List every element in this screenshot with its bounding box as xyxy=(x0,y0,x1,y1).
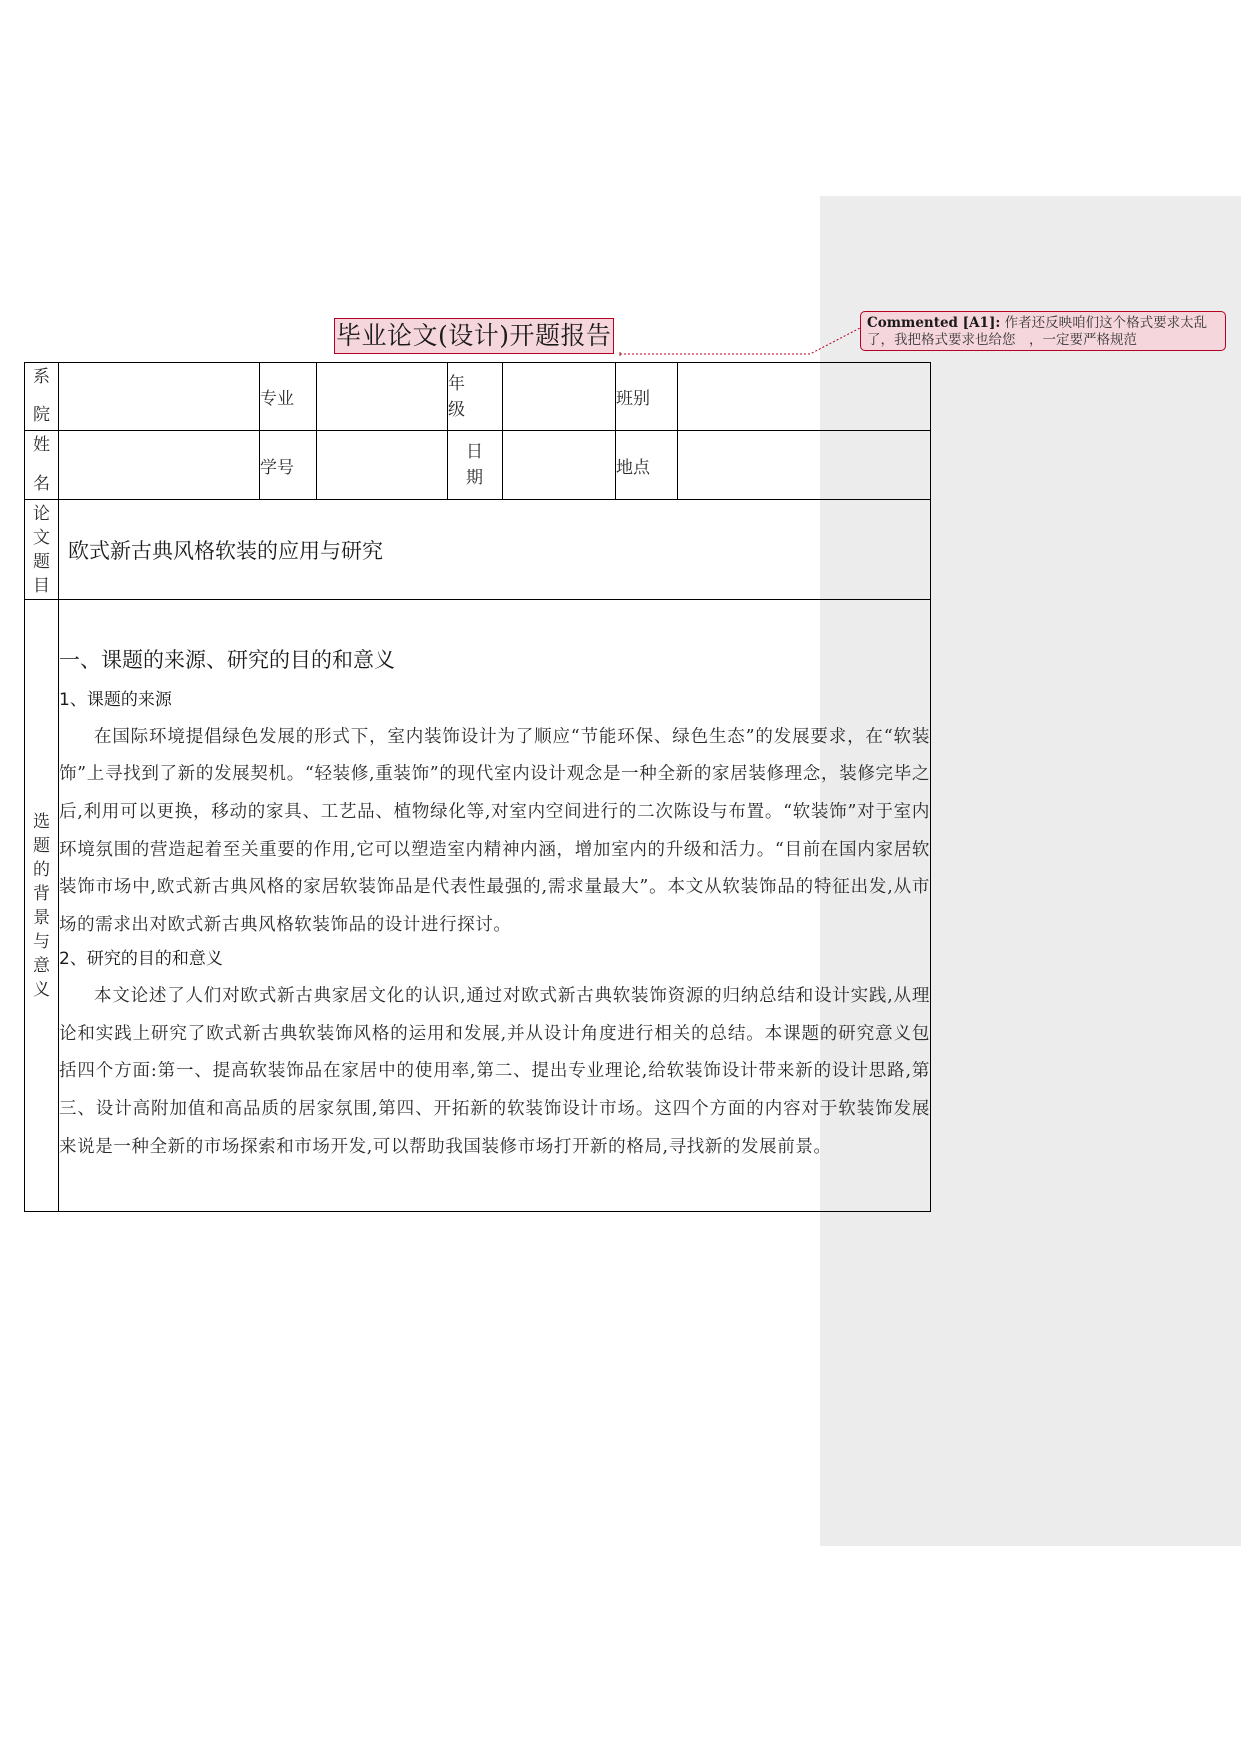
document-title[interactable]: 毕业论文(设计)开题报告 xyxy=(334,318,614,354)
section-heading: 一、课题的来源、研究的目的和意义 xyxy=(59,647,395,672)
student-id-label: 学号 xyxy=(260,431,317,500)
form-row-background xyxy=(25,600,931,1212)
purpose-paragraph: 本文论述了人们对欧式新古典家居文化的认识,通过对欧式新古典软装饰资源的归纳总结和设计实践,从理论和实践上研究了欧式新古典软装饰风格的运用和发展,并从设计角度进行相关的总结。本课题的研究意义包括四个方面:第一、提高软装饰品在家居中的使用率,第二、提出专业理论,给软装饰设计带来新的设计思路,第三、设计高附加值和高品质的居家氛围,第四、开拓新的软装饰设计市场。这四个方面的内容对于软装饰发展来说是一种全新的市场探索和市场开发,可以帮助我国装修市场打开新的格局,寻找新的发展前景。 xyxy=(59,986,930,1157)
comment-label: Commented [A1]: xyxy=(867,315,1001,331)
proposal-form-table xyxy=(24,362,931,1212)
comment-text: 作者还反映咱们这个格式要求太乱了，我把格式要求也给您 ，一定要严格规范 xyxy=(867,315,1208,348)
department-field[interactable] xyxy=(59,363,260,431)
class-field[interactable] xyxy=(678,363,931,431)
name-field[interactable] xyxy=(59,431,260,500)
background-label: 选 题 的 背 景 与 意 义 xyxy=(25,600,59,1212)
form-row-thesis xyxy=(25,500,931,600)
thesis-title-label: 论 文 题 目 xyxy=(25,500,59,600)
major-label: 专业 xyxy=(260,363,317,431)
class-label: 班别 xyxy=(616,363,678,431)
thesis-title-field[interactable] xyxy=(59,500,931,600)
major-field[interactable] xyxy=(317,363,448,431)
student-id-field[interactable] xyxy=(317,431,448,500)
location-field[interactable] xyxy=(678,431,931,500)
date-field[interactable] xyxy=(503,431,616,500)
form-row-department xyxy=(25,363,931,431)
comment-balloon[interactable] xyxy=(860,311,1226,351)
grade-label: 年 级 xyxy=(448,363,503,431)
subsection-heading-purpose: 2、研究的目的和意义 xyxy=(59,949,223,970)
date-label: 日 期 xyxy=(448,431,503,500)
subsection-heading-source: 1、课题的来源 xyxy=(59,689,172,710)
name-label: 姓 名 xyxy=(25,431,59,500)
form-row-name xyxy=(25,431,931,500)
department-label: 系 院 xyxy=(25,363,59,431)
background-content[interactable] xyxy=(59,600,931,1212)
grade-field[interactable] xyxy=(503,363,616,431)
location-label: 地点 xyxy=(616,431,678,500)
thesis-title-text: 欧式新古典风格软装的应用与研究 xyxy=(68,538,383,563)
source-paragraph: 在国际环境提倡绿色发展的形式下，室内装饰设计为了顺应“节能环保、绿色生态”的发展要求，在“软装饰”上寻找到了新的发展契机。“轻装修,重装饰”的现代室内设计观念是一种全新的家居装修理念，装修完毕之后,利用可以更换，移动的家具、工艺品、植物绿化等,对室内空间进行的二次陈设与布置。“软装饰”对于室内环境氛围的营造起着至关重要的作用,它可以塑造室内精神内涵，增加室内的升级和活力。“目前在国内家居软装饰市场中,欧式新古典风格的家居软装饰品是代表性最强的,需求量最大”。本文从软装饰品的特征出发,从市场的需求出对欧式新古典风格软装饰品的设计进行探讨。 xyxy=(59,726,930,935)
